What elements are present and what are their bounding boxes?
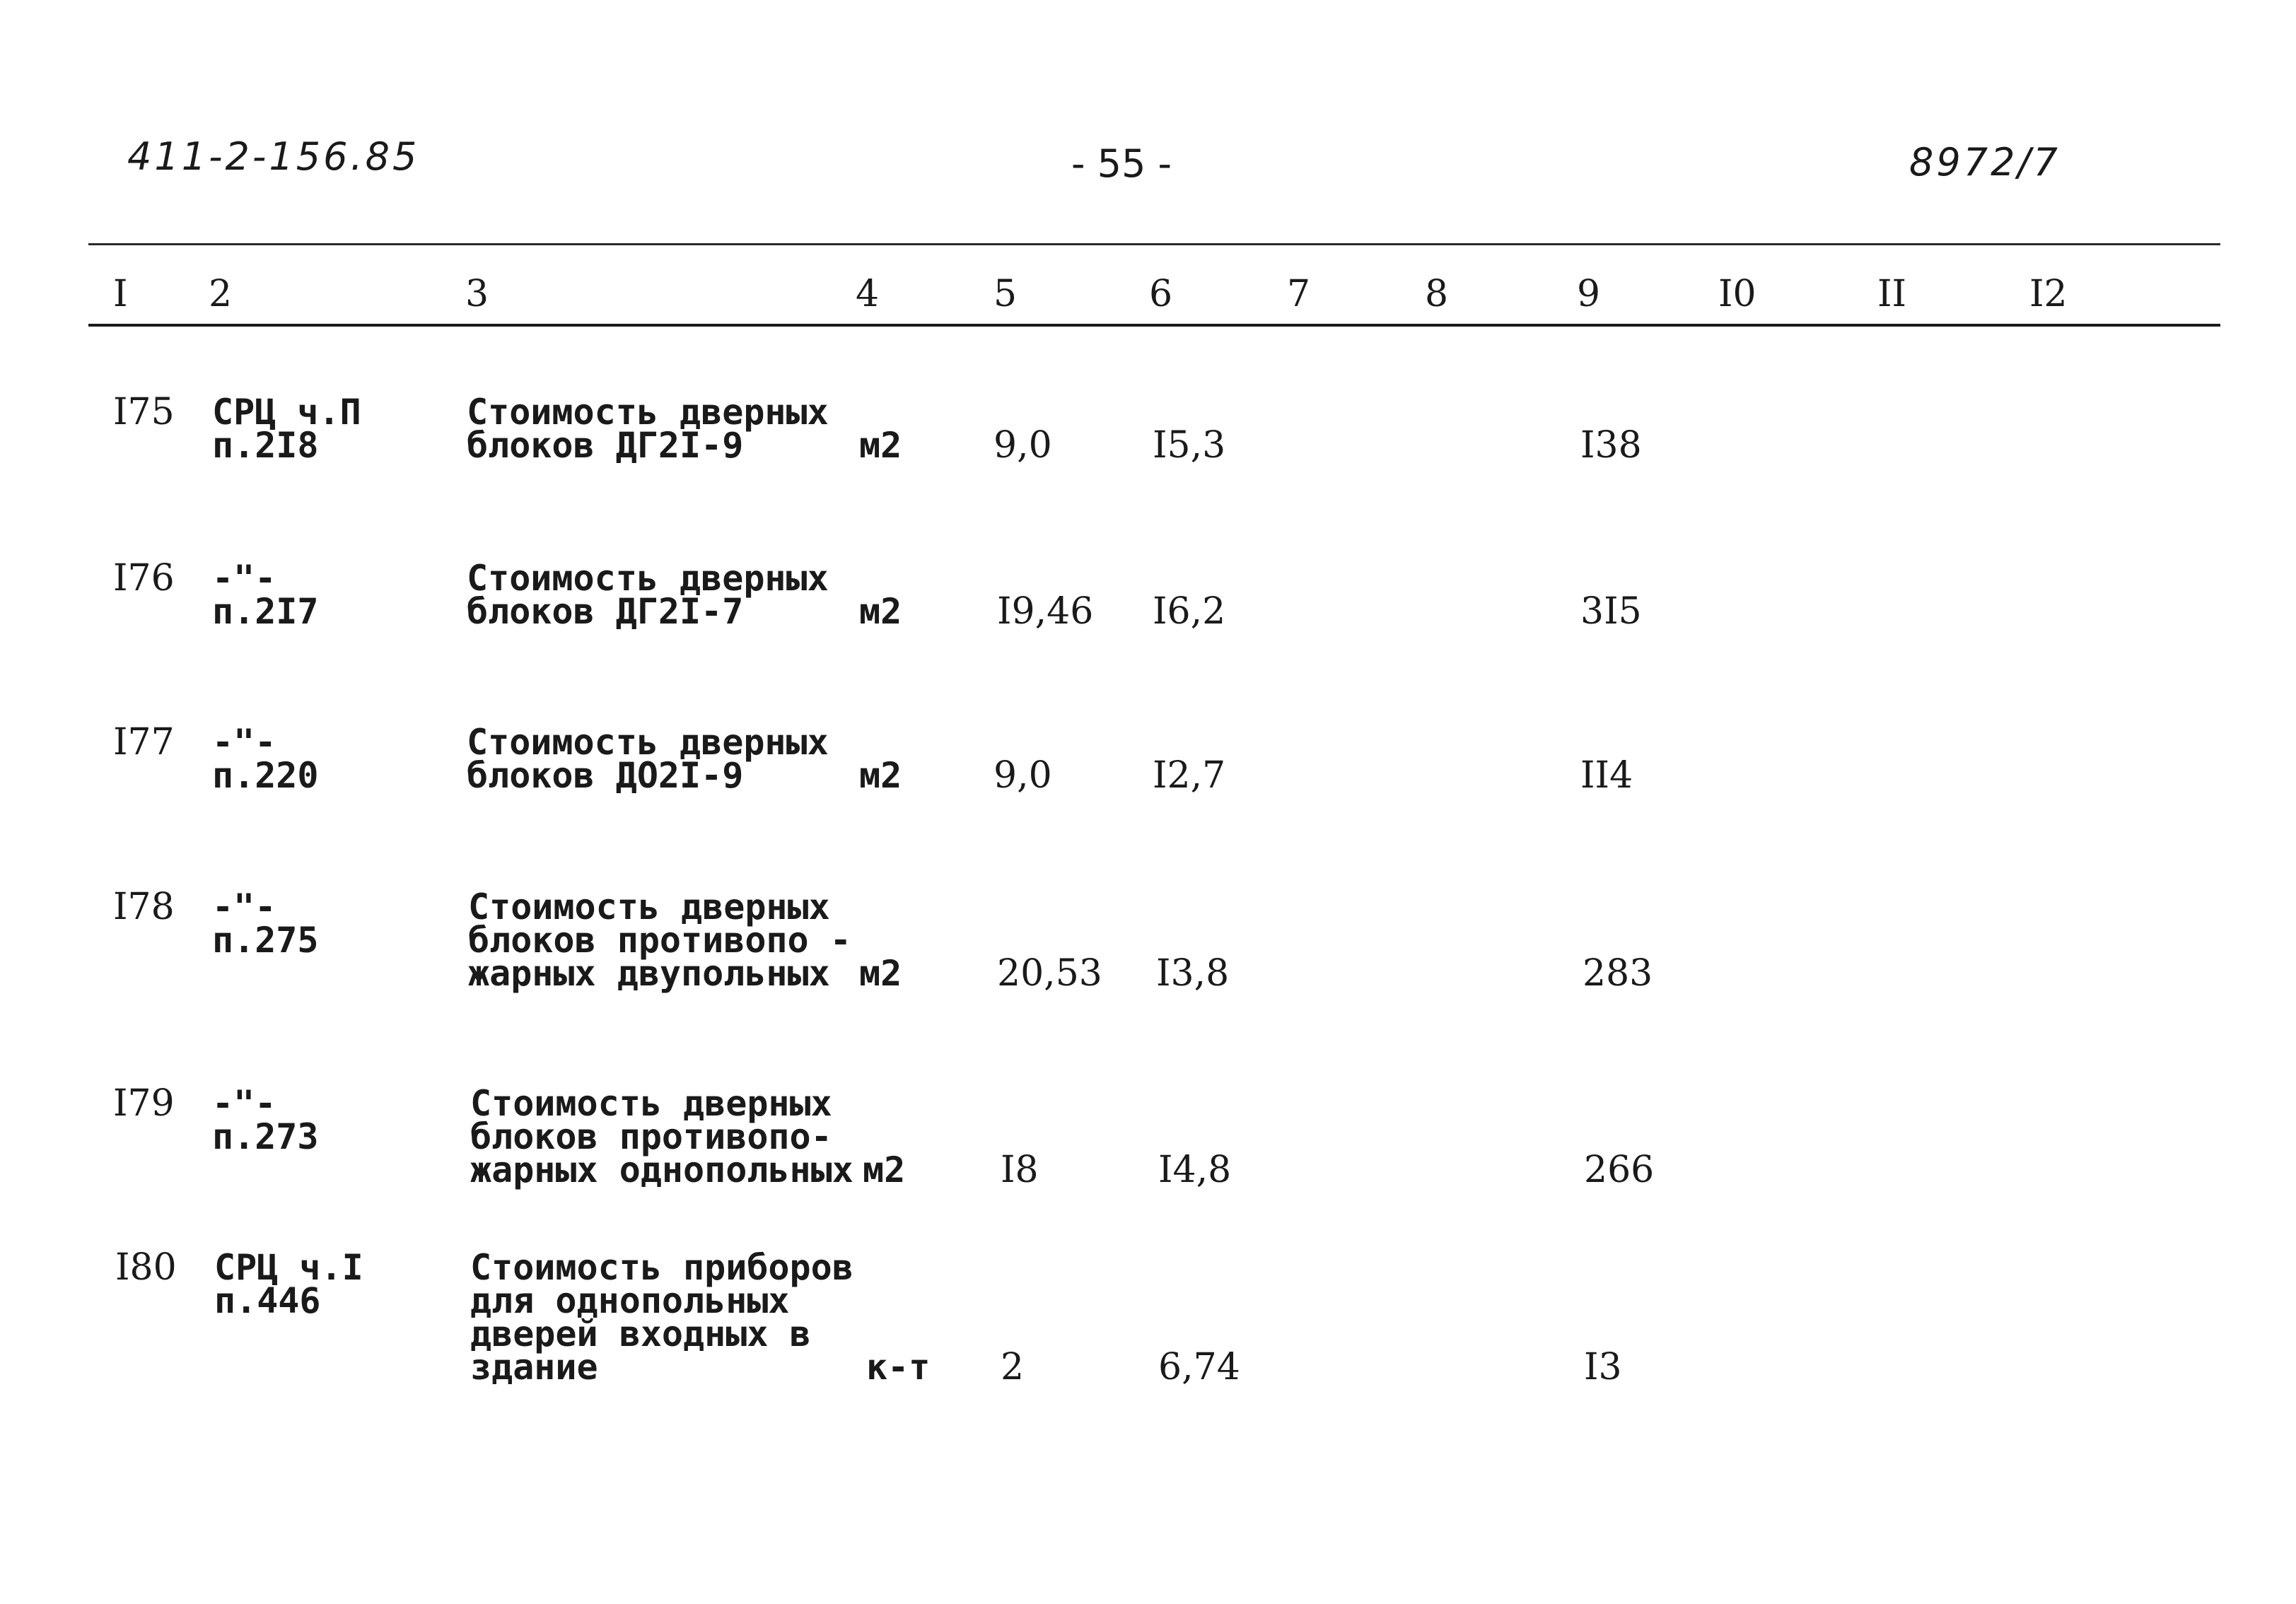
col-6-header: 6 — [1149, 273, 1173, 315]
unit-price: I5,3 — [1153, 424, 1226, 467]
source-ref: -"- — [212, 1083, 276, 1124]
quantity: 2 — [1001, 1346, 1025, 1388]
description-line: блоков противопо - — [468, 920, 851, 961]
unit-price: I4,8 — [1158, 1149, 1232, 1191]
source-item: п.2I7 — [212, 591, 319, 632]
source-ref: СРЦ ч.I — [214, 1247, 363, 1288]
source-item: п.275 — [212, 920, 319, 961]
total: I38 — [1580, 424, 1642, 467]
col-2-header: 2 — [209, 273, 233, 315]
description-line: здание — [470, 1347, 598, 1388]
description-line: Стоимость дверных — [467, 558, 829, 599]
col-8-header: 8 — [1425, 273, 1449, 315]
unit: м2 — [859, 591, 902, 632]
description-line: Стоимость дверных — [468, 886, 830, 927]
description-line: жарных двупольных — [468, 953, 830, 994]
col-12-header: I2 — [2029, 273, 2068, 315]
unit: к-т — [866, 1347, 931, 1388]
header-rule — [88, 324, 2220, 327]
unit: м2 — [859, 953, 902, 994]
description-line: жарных однопольных — [470, 1149, 853, 1190]
quantity: I8 — [1001, 1149, 1039, 1191]
col-3-header: 3 — [465, 273, 489, 315]
col-11-header: II — [1877, 273, 1907, 315]
quantity: 9,0 — [993, 424, 1052, 467]
description-line: блоков ДГ2I-9 — [467, 425, 744, 466]
description-line: Стоимость приборов — [470, 1247, 853, 1288]
source-ref: -"- — [212, 886, 276, 927]
unit-price: I6,2 — [1153, 590, 1226, 633]
unit: м2 — [859, 425, 902, 466]
description-line: блоков ДО2I-9 — [467, 755, 744, 796]
source-ref: СРЦ ч.П — [212, 392, 361, 433]
source-ref: -"- — [212, 558, 276, 599]
row-number: I78 — [113, 886, 175, 928]
quantity: 20,53 — [997, 952, 1102, 995]
top-rule — [88, 243, 2220, 245]
col-10-header: I0 — [1718, 273, 1756, 315]
description-line: Стоимость дверных — [467, 392, 829, 433]
source-ref: -"- — [212, 722, 276, 763]
col-4-header: 4 — [856, 273, 880, 315]
source-item: п.446 — [214, 1280, 321, 1321]
row-number: I80 — [115, 1246, 177, 1289]
unit: м2 — [863, 1149, 906, 1190]
source-item: п.2I8 — [212, 425, 319, 466]
row-number: I79 — [113, 1082, 175, 1125]
col-7-header: 7 — [1287, 273, 1311, 315]
description-line: для однопольных — [470, 1280, 790, 1321]
row-number: I76 — [113, 557, 175, 599]
source-item: п.273 — [212, 1116, 319, 1157]
sheet-code: 8972/7 — [1909, 140, 2061, 185]
unit: м2 — [859, 755, 902, 796]
quantity: I9,46 — [997, 590, 1094, 633]
col-1-header: I — [113, 273, 128, 315]
row-number: I75 — [113, 391, 175, 433]
total: I3 — [1584, 1346, 1622, 1388]
unit-price: I2,7 — [1153, 754, 1226, 797]
total: 283 — [1583, 952, 1653, 995]
document-code: 411-2-156.85 — [127, 134, 420, 179]
col-9-header: 9 — [1577, 273, 1601, 315]
source-item: п.220 — [212, 755, 319, 796]
total: II4 — [1580, 754, 1633, 797]
description-line: блоков противопо- — [470, 1116, 832, 1157]
row-number: I77 — [113, 721, 175, 763]
quantity: 9,0 — [993, 754, 1052, 797]
unit-price: 6,74 — [1158, 1346, 1240, 1388]
description-line: Стоимость дверных — [467, 722, 829, 763]
col-5-header: 5 — [993, 273, 1018, 315]
total: 3I5 — [1580, 590, 1642, 633]
description-line: Стоимость дверных — [470, 1083, 832, 1124]
total: 266 — [1584, 1149, 1655, 1191]
description-line: дверей входных в — [470, 1313, 811, 1354]
description-line: блоков ДГ2I-7 — [467, 591, 744, 632]
unit-price: I3,8 — [1156, 952, 1230, 995]
page-number: - 55 - — [1071, 141, 1172, 186]
